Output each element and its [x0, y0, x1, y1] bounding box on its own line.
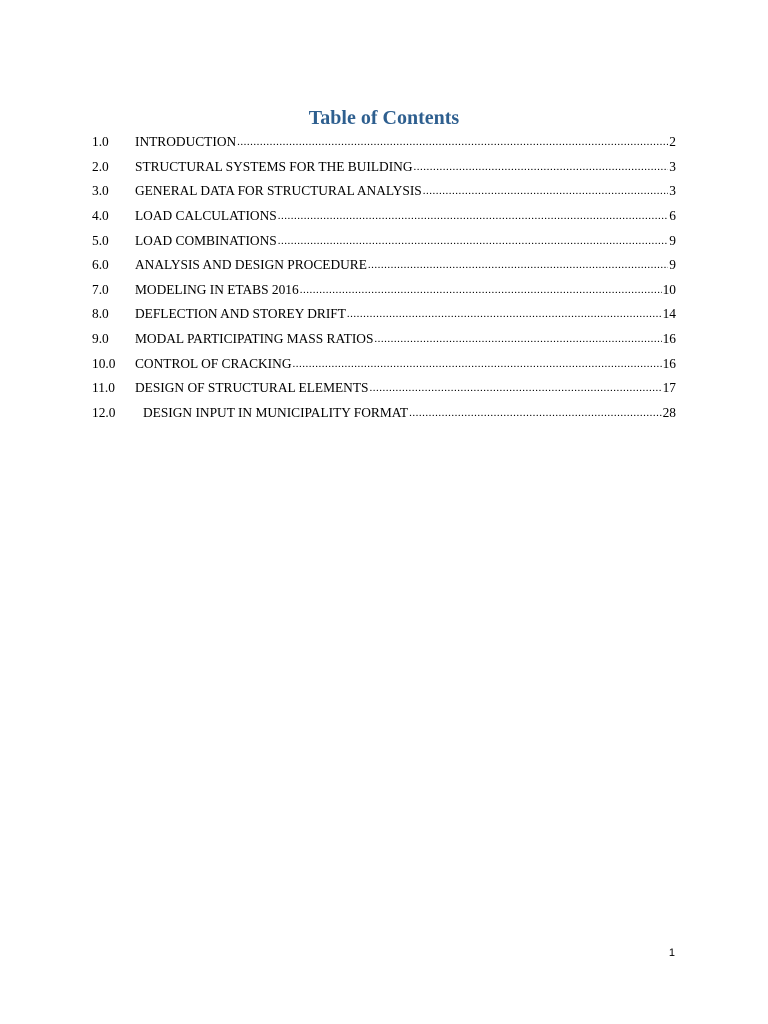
toc-entry-page: 9 — [669, 257, 676, 273]
toc-entry-label: CONTROL OF CRACKING — [135, 355, 292, 371]
toc-entry-number: 11.0 — [92, 380, 115, 396]
toc-entry-page: 28 — [662, 404, 676, 420]
toc-entry-label: GENERAL DATA FOR STRUCTURAL ANALYSIS — [135, 183, 422, 199]
toc-dot-leader — [423, 185, 669, 197]
toc-dot-leader — [369, 382, 661, 394]
toc-dot-leader — [347, 308, 662, 320]
toc-entry-number: 12.0 — [92, 404, 116, 420]
toc-list — [92, 130, 676, 425]
page-number: 1 — [668, 947, 675, 959]
toc-entry-number: 2.0 — [92, 158, 109, 174]
toc-dot-leader — [292, 358, 661, 370]
toc-entry-label: LOAD COMBINATIONS — [135, 232, 277, 248]
toc-entry-municipality-format[interactable] — [92, 401, 676, 426]
toc-entry-label: MODAL PARTICIPATING MASS RATIOS — [135, 331, 374, 347]
toc-entry-page: 17 — [662, 380, 676, 396]
toc-entry-analysis-design[interactable] — [92, 253, 676, 278]
toc-entry-number: 4.0 — [92, 208, 109, 224]
toc-entry-label: DEFLECTION AND STOREY DRIFT — [135, 306, 346, 322]
toc-entry-control-cracking[interactable] — [92, 351, 676, 376]
toc-entry-label: STRUCTURAL SYSTEMS FOR THE BUILDING — [135, 158, 413, 174]
toc-dot-leader — [368, 259, 668, 271]
toc-entry-number: 6.0 — [92, 257, 109, 273]
toc-entry-structural-elements[interactable] — [92, 376, 676, 401]
toc-entry-page: 14 — [662, 306, 676, 322]
toc-entry-number: 3.0 — [92, 183, 109, 199]
toc-entry-structural-systems[interactable] — [92, 155, 676, 180]
toc-dot-leader — [414, 161, 669, 173]
toc-entry-number: 10.0 — [92, 355, 116, 371]
toc-entry-load-combinations[interactable] — [92, 228, 676, 253]
toc-dot-leader — [237, 136, 668, 148]
toc-entry-label: INTRODUCTION — [135, 134, 237, 150]
toc-entry-number: 1.0 — [92, 134, 109, 150]
toc-entry-number: 7.0 — [92, 281, 109, 297]
toc-entry-label: DESIGN INPUT IN MUNICIPALITY FORMAT — [143, 404, 409, 420]
toc-entry-number: 5.0 — [92, 232, 109, 248]
toc-entry-page: 3 — [669, 183, 676, 199]
toc-entry-page: 16 — [662, 355, 676, 371]
toc-entry-introduction[interactable] — [92, 130, 676, 155]
toc-entry-page: 2 — [669, 134, 676, 150]
toc-dot-leader — [409, 407, 662, 419]
toc-entry-deflection-drift[interactable] — [92, 302, 676, 327]
toc-entry-page: 16 — [662, 331, 676, 347]
toc-dot-leader — [374, 333, 661, 345]
toc-dot-leader — [300, 284, 662, 296]
toc-entry-load-calculations[interactable] — [92, 204, 676, 229]
toc-entry-page: 9 — [669, 232, 676, 248]
toc-entry-page: 6 — [669, 208, 676, 224]
toc-entry-label: MODELING IN ETABS 2016 — [135, 281, 299, 297]
toc-entry-number: 8.0 — [92, 306, 109, 322]
toc-entry-general-data[interactable] — [92, 179, 676, 204]
toc-dot-leader — [278, 210, 669, 222]
toc-entry-page: 10 — [662, 281, 676, 297]
toc-entry-label: LOAD CALCULATIONS — [135, 208, 277, 224]
toc-entry-label: DESIGN OF STRUCTURAL ELEMENTS — [135, 380, 369, 396]
toc-dot-leader — [278, 235, 669, 247]
toc-entry-page: 3 — [669, 158, 676, 174]
toc-entry-modal-mass-ratios[interactable] — [92, 327, 676, 352]
toc-title: Table of Contents — [308, 107, 460, 129]
toc-entry-label: ANALYSIS AND DESIGN PROCEDURE — [135, 257, 367, 273]
toc-entry-number: 9.0 — [92, 331, 109, 347]
toc-entry-modeling-etabs[interactable] — [92, 278, 676, 303]
